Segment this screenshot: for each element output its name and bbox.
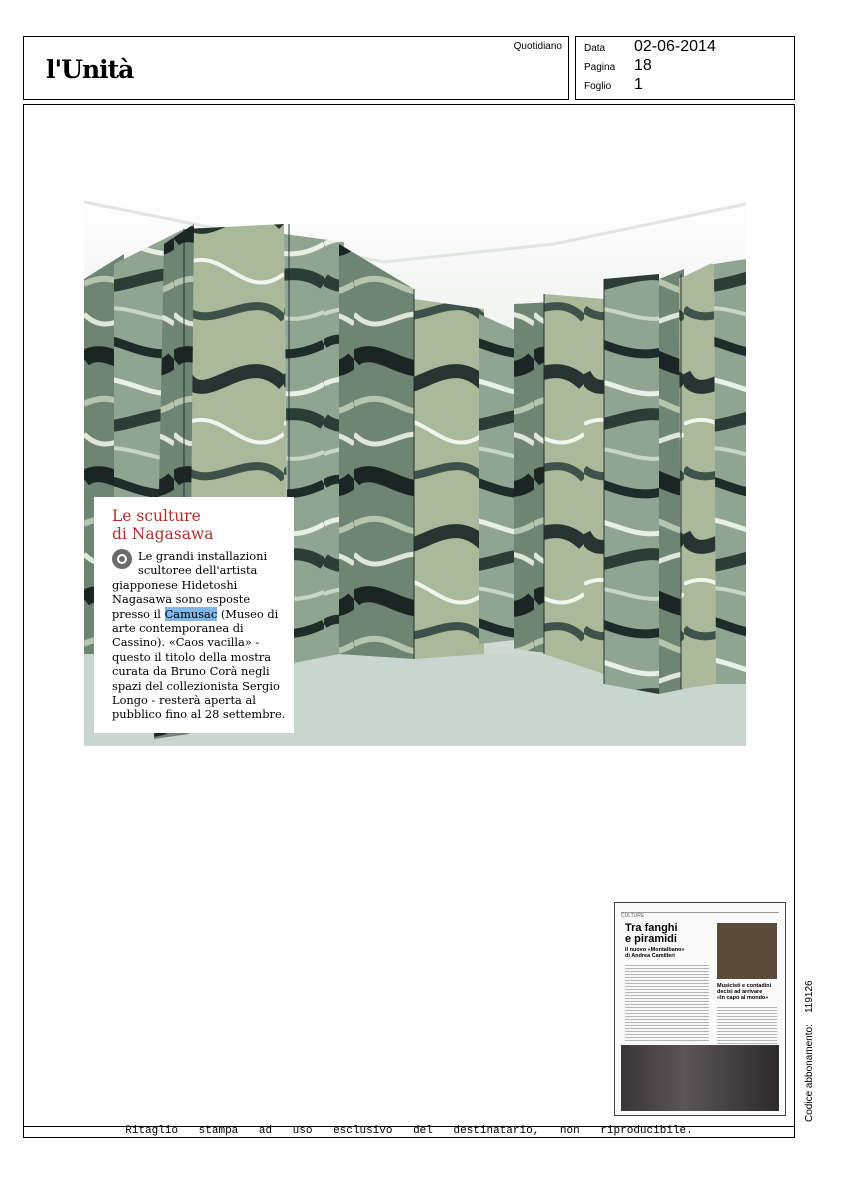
caption-title	[112, 507, 286, 543]
footer-notice-box	[23, 1126, 795, 1138]
sheet-label: Foglio	[584, 81, 612, 92]
thumb-subhead	[625, 947, 685, 959]
highlighted-keyword: Camusac	[164, 606, 218, 621]
sheet-value: 1	[634, 76, 643, 93]
caption-text-start: Le grandi installazioni scultoree dell'artista giapponese Hidetoshi Nagasawa sono esposte presso il	[112, 549, 268, 621]
thumb-side-headline-line1: Musicisti e contadini	[717, 983, 772, 989]
periodicity-label: Quotidiano	[513, 41, 562, 52]
page-label: Pagina	[584, 62, 616, 73]
page-thumbnail	[614, 902, 786, 1116]
date-value: 02-06-2014	[634, 38, 716, 55]
thumb-subhead-line1: Il nuovo «Montalbano»	[625, 947, 685, 953]
footer-notice: Ritaglio stampa ad uso esclusivo del destinatario, non riproducibile.	[125, 1125, 693, 1137]
photo-caption	[94, 497, 294, 733]
thumb-headline	[625, 923, 678, 945]
caption-title-line1: Le sculture	[112, 507, 201, 525]
thumb-headline-line2: e piramidi	[625, 933, 677, 945]
date-label: Data	[584, 43, 606, 54]
thumb-photo-musicians	[717, 923, 777, 979]
masthead-box	[23, 36, 569, 100]
thumb-top-rule	[621, 909, 779, 913]
thumb-section: CULTURE	[621, 913, 645, 919]
subscription-number: 119126	[804, 980, 815, 1014]
subscription-code	[804, 980, 815, 1122]
caption-text-end: (Museo di arte contemporanea di Cassino). «Caos vacilla» - questo il titolo della mostra curata da Bruno Corà negli spazi del collezionista Sergio Longo - resterà aperta al pubblico fino al 28 settembre.	[112, 606, 286, 722]
page-value: 18	[634, 57, 652, 74]
thumb-text-columns	[625, 963, 709, 1043]
thumb-side-headline-line3: «In capo al mondo»	[717, 995, 769, 1001]
caption-body	[112, 549, 286, 722]
thumb-text-columns-right	[717, 1005, 777, 1045]
subscription-label: Codice abbonamento:	[804, 1024, 815, 1122]
thumb-side-headline	[717, 983, 771, 1001]
caption-title-line2: di Nagasawa	[112, 525, 214, 543]
target-circle-icon	[112, 549, 132, 569]
thumb-photo-sculptures	[621, 1045, 779, 1111]
metadata-box	[575, 36, 795, 100]
thumb-side-headline-line2: decisi ad arrivare	[717, 989, 763, 995]
thumb-headline-line1: Tra fanghi	[625, 922, 678, 934]
newspaper-logo: l'Unità	[46, 55, 134, 84]
thumb-subhead-line2: di Andrea Camilleri	[625, 953, 675, 959]
